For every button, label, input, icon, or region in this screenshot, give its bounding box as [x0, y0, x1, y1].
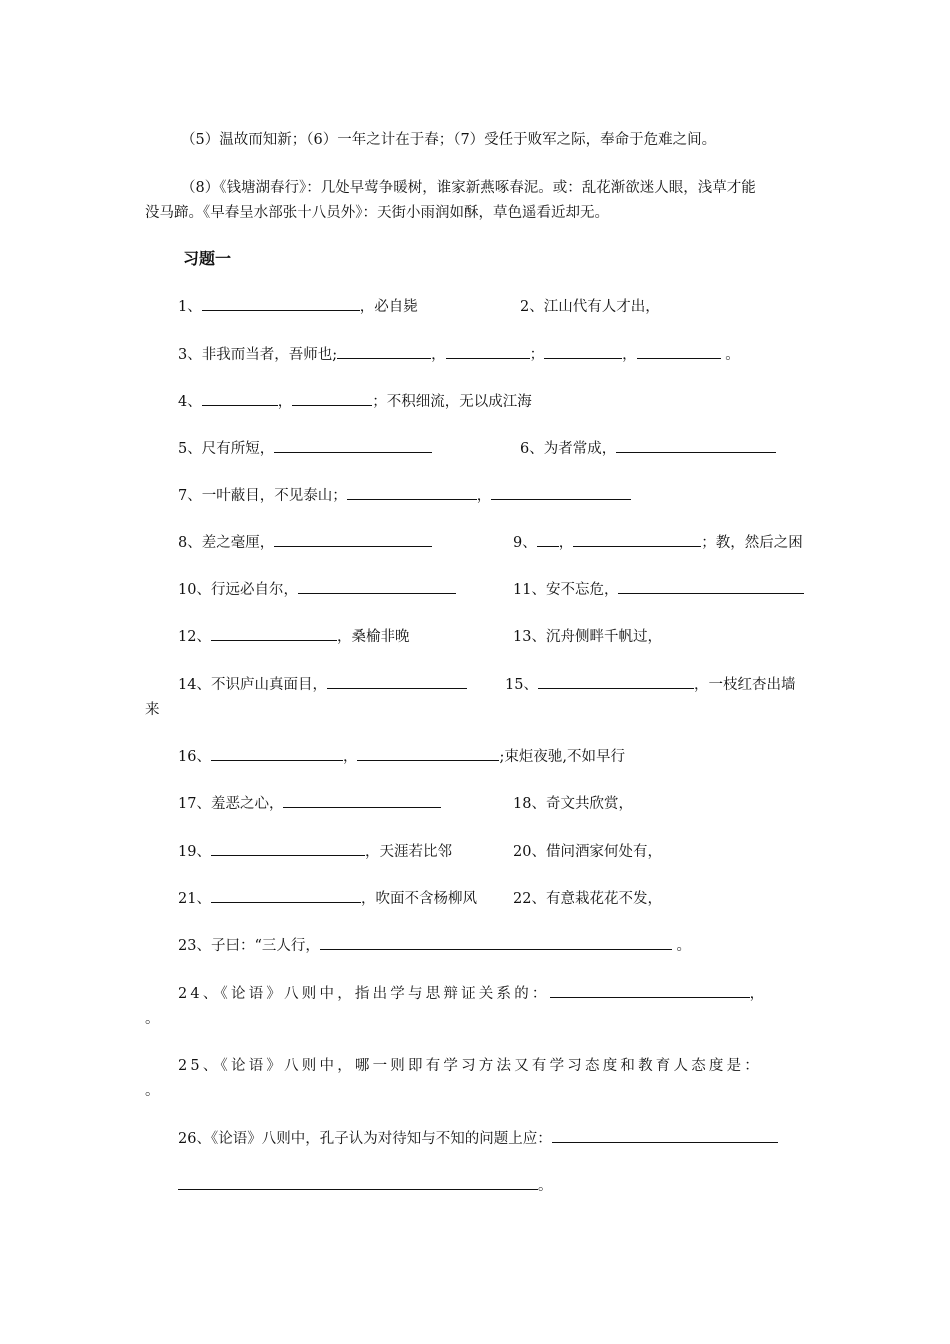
answer-blank[interactable] [292, 391, 372, 406]
answer-blank[interactable] [537, 532, 559, 547]
answer-blank[interactable] [491, 485, 631, 500]
question-23: 23、子曰：“三人行， 。 [178, 934, 691, 955]
exercise-heading: 习题一 [183, 249, 232, 268]
question-6: 6、为者常成， [520, 437, 776, 458]
answer-blank[interactable] [637, 344, 721, 359]
answer-blank[interactable] [347, 485, 477, 500]
question-26-continuation: 。 [178, 1174, 553, 1195]
answer-blank[interactable] [202, 391, 278, 406]
question-16: 16、 ， ;束炬夜驰,不如早行 [178, 745, 625, 766]
answer-blank[interactable] [320, 935, 672, 950]
answer-blank[interactable] [573, 532, 701, 547]
answer-blank[interactable] [337, 344, 431, 359]
question-2: 2、江山代有人才出， [520, 299, 660, 315]
question-15: 15、 ，一枝红杏出墙 [505, 673, 795, 694]
answer-blank[interactable] [357, 746, 499, 761]
answer-blank[interactable] [446, 344, 530, 359]
question-13: 13、沉舟侧畔千帆过， [513, 629, 662, 645]
answer-blank[interactable] [618, 579, 804, 594]
question-18: 18、奇文共欣赏， [513, 796, 633, 812]
answer-blank[interactable] [616, 438, 776, 453]
answer-blank[interactable] [552, 1128, 778, 1143]
answer-blank[interactable] [298, 579, 456, 594]
answer-blank[interactable] [211, 746, 343, 761]
answer-line-1: （5）温故而知新；（6）一年之计在于春；（7）受任于败军之际，奉命于危难之间。 [181, 132, 717, 148]
question-5: 5、尺有所短， [178, 437, 432, 458]
question-15-wrap: 来 [145, 702, 160, 718]
answer-blank[interactable] [202, 296, 360, 311]
question-1: 1、 ，必自毙 [178, 295, 418, 316]
question-24: 24、《论语》八则中，指出学与思辩证关系的： ， [178, 982, 764, 1003]
answer-blank[interactable] [283, 793, 441, 808]
answer-blank[interactable] [211, 841, 365, 856]
answer-blank[interactable] [327, 674, 467, 689]
answer-blank[interactable] [274, 532, 432, 547]
answer-line-2: （8）《钱塘湖春行》：几处早莺争暖树，谁家新燕啄春泥。或：乱花渐欲迷人眼，浅草才能 [181, 180, 756, 196]
question-17: 17、羞恶之心， [178, 792, 441, 813]
question-25: 25、《论语》八则中，哪一则即有学习方法又有学习态度和教育人态度是： [178, 1058, 762, 1074]
answer-blank[interactable] [211, 626, 337, 641]
question-7: 7、一叶蔽目，不见泰山； ， [178, 484, 631, 505]
question-4: 4、 ， ；不积细流，无以成江海 [178, 390, 532, 411]
question-24-wrap: 。 [145, 1011, 160, 1027]
question-8: 8、差之毫厘， [178, 531, 432, 552]
answer-blank[interactable] [550, 983, 750, 998]
answer-blank[interactable] [538, 674, 694, 689]
question-11: 11、安不忘危， [513, 578, 804, 599]
answer-line-3: 没马蹄。《早春呈水部张十八员外》：天街小雨润如酥，草色遥看近却无。 [145, 205, 609, 221]
question-14: 14、不识庐山真面目， [178, 673, 467, 694]
question-20: 20、借问酒家何处有， [513, 844, 662, 860]
question-26: 26、《论语》八则中，孔子认为对待知与不知的问题上应： [178, 1127, 778, 1148]
answer-blank[interactable] [544, 344, 622, 359]
answer-blank[interactable] [178, 1175, 538, 1190]
question-12: 12、 ，桑榆非晚 [178, 625, 409, 646]
question-25-wrap: 。 [145, 1083, 160, 1099]
question-22: 22、有意栽花花不发， [513, 891, 662, 907]
question-3: 3、非我而当者，吾师也; ， ； ， 。 [178, 343, 740, 364]
question-21: 21、 ，吹面不含杨柳风 [178, 887, 477, 908]
answer-blank[interactable] [211, 888, 361, 903]
question-19: 19、 ，天涯若比邻 [178, 840, 452, 861]
question-9: 9、 ， ；教，然后之困 [513, 531, 803, 552]
question-10: 10、行远必自尔， [178, 578, 456, 599]
answer-blank[interactable] [274, 438, 432, 453]
